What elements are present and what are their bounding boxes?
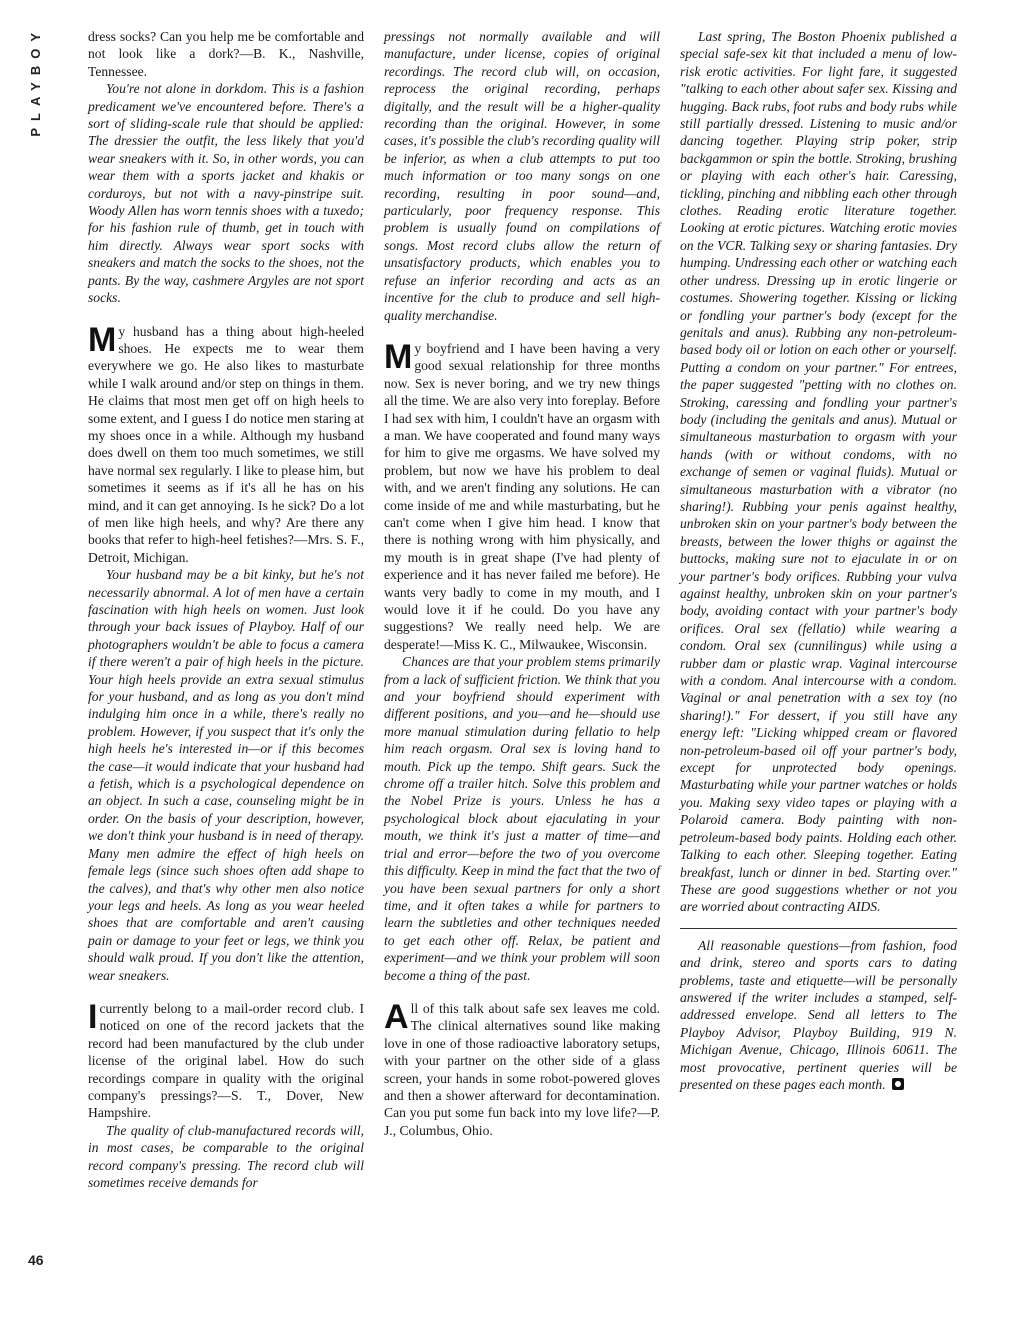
answer-text: You're not alone in dorkdom. This is a fashion predicament we've encountered before. There's a sort of sliding-scale rule that should be applied: The dressier the outfit, the less likely that you'd wear sneakers with it. So, in other words, you can wear them with a sports jacket and khakis or corduroys, but not with a navy-pinstripe suit. Woody Allen has worn tennis shoes with a tuxedo; for his fashion rule of thumb, get in touch with him directly. Always wear sport socks with sneakers and match the socks to the shoes, not the pants. By the way, cashmere Argyles are not sport socks. — [88, 81, 364, 306]
question-paragraph — [88, 997, 364, 1122]
drop-cap: A — [384, 997, 409, 1036]
question-text: currently belong to a mail-order record club. I noticed on one of the record jackets that the record had been manufactured by the club under license of the original label. How do such recordings compare in quality with the original company's pressings?—S. T., Dover, New Hampshire. — [88, 1000, 364, 1121]
answer-text: The quality of club-manufactured records will, in most cases, be comparable to the original record company's pressing. The record club will sometimes receive demands for — [88, 1122, 364, 1190]
question-text: y husband has a thing about high-heeled shoes. He expects me to wear them everywhere we go. He also likes to masturbate while I walk around and/or step on things in them. He claims that most men get off on high heels to some extent, and I guess I do notice men staring at my shoes once in a while. Although my husband does dwell on them too much sometimes, we still have normal sex regularly. I like to please him, but sometimes it seems as if it's all he has on his mind, and it can get annoying. Is he sick? Do a lot of men like high heels, and why? Are there any books that refer to high-heel fetishes?—Mrs. S. F., Detroit, Michigan. — [88, 323, 364, 565]
drop-cap: M — [88, 320, 117, 359]
magazine-brand: PLAYBOY — [28, 26, 43, 137]
answer-text: pressings not normally available and will manufacture, under license, copies of original recordings. The record club will, on occasion, reprocess the original recording, perhaps digitally, and the result will be a higher-quality recording than the original. However, in some cases, it's possible the club's recording quality will be inferior, as when a club attempts to put too much information or too many songs on one recording, resulting in poor sound—and, particularly, poor frequency response. This problem is usually found on compilations of songs. Most record clubs allow the return of unsatisfactory products, which enables you to refuse an inferior recording and acts as an incentive for the club to produce and sell high-quality merchandise. — [384, 29, 660, 323]
drop-cap: M — [384, 337, 413, 376]
question-paragraph — [384, 997, 660, 1139]
answer-text: Your husband may be a bit kinky, but he's not necessarily abnormal. A lot of men have a certain fascination with high heels on women. Just look through your back issues of Playboy. Half of our photographers wouldn't be able to focus a camera if there weren't a pair of high heels in the picture. Your high heels provide an extra sexual stimulus for your husband, and as long as you don't mind indulging him once in a while, there's really no problem. However, if you suspect that it's only the high heels he's interested in—or if this becomes the case—it would indicate that your husband had a fetish, which is a psychological dependence on an object. In such a case, counseling might be in order. On the basis of your description, however, we don't think your husband is in need of therapy. Many men admire the effect of high heels on female legs (since such shoes often add shape to the calves), and that's why other men also notice your legs and heels. As long as you wear heeled shoes that are comfortable and aren't causing pain or damage to your feet or legs, we think you should walk proud. If you don't like the attention, wear sneakers. — [88, 567, 364, 983]
question-text: y boyfriend and I have been having a very good sexual relationship for three months now. Sex is never boring, and we try new things all the time. We are also very into foreplay. Before I had sex with him, I couldn't have an orgasm with a man. We have cooperated and found many ways for him to give me orgasms. We have solved my problem, but now we have his problem to deal with, and we aren't finding any solutions. He can come inside of me and while masturbating, but he can't come when I give him head. I know that there is nothing wrong with him physically, and my mouth is in great shape (I've had plenty of experience and it has never failed me before). He wants very badly to come in my mouth, and I would love it if he could. Do you have any suggestions? We really need help. We are desperate!—Miss K. C., Milwaukee, Wisconsin. — [384, 340, 660, 652]
question-paragraph — [384, 337, 660, 653]
drop-cap: I — [88, 997, 98, 1036]
divider — [680, 928, 957, 929]
answer-text: Last spring, The Boston Phoenix published a special safe-sex kit that included a menu of low-risk erotic activities. For light fare, it suggested "talking to each other about safer sex. Kissing and hugging. Back rubs, foot rubs and body rubs while still partially dressed. Listening to music and/or dancing together. Playing strip poker, strip backgammon or spin the bottle. Stroking, brushing or playing with each other's hair. Caressing, tickling, pinching and nibbling each other through clothes. Reading erotic literature together. Looking at erotic pictures. Watching erotic movies on the VCR. Talking sexy or sharing fantasies. Dry humping. Undressing each other or watching each other undress. Dressing up in erotic lingerie or costumes. Showering together. Kissing or licking or fondling your partner's body (except for the genitals and anus). Rubbing any non-petroleum-based body oil or lotion on each other or yourself. Putting a condom on your partner." For entrees, the paper suggested "petting with no clothes on. Stroking, caressing and fondling your partner's body (including the genitals and anus). Mutual or simultaneous masturbation to orgasm with your hands (with or without condoms, with no exchange of semen or vaginal fluids). Mutual or simultaneous masturbation with a vibrator (no sharing!). Rubbing your penis against healthy, unbroken skin on your partner's body between the breasts, between the lower thighs or against the buttocks, making sure not to ejaculate in or on your partner's body orifices. Rubbing your vulva against healthy, unbroken skin on your partner's body, avoiding contact with your partner's body orifices. Oral sex (fellatio) while wearing a condom. Oral sex (cunnilingus) while using a rubber dam or plastic wrap. Vaginal intercourse with a condom. Anal intercourse with a condom. Vaginal or anal penetration with a sex toy (no sharing!)." For dessert, if you still have any energy left: "Licking whipped cream or flavored non-petroleum-based oil off your partner's body, except for unprotected body openings. Masturbating while your partner watches or holds you. Making sexy video tapes or playing with a Polaroid camera. Body painting with non-petroleum-based body paints. Holding each other. Talking to each other. Sleeping together. Eating breakfast, lunch or dinner in bed. Starting over." These are good suggestions whether or not you are worried about contracting AIDS. — [680, 29, 957, 915]
closing-note — [680, 937, 957, 1094]
column-3 — [680, 28, 957, 1093]
column-2 — [384, 28, 660, 1139]
answer-text: Chances are that your problem stems primarily from a lack of sufficient friction. We think that you and your boyfriend should experiment with different positions, and you—and he—should use more manual stimulation during fellatio to help him reach orgasm. Oral sex is loving hand to mouth. Pick up the tempo. Shift gears. Suck the chrome off a trailer hitch. Solve this problem and the Nobel Prize is yours. Unless he has a psychological block about ejaculating in your mouth, we think it's just a matter of time—and trial and error—before the two of you overcome this difficulty. Keep in mind the fact that the two of you have been sexual partners for only a short time, and it often takes a while for partners to learn the subtleties and other techniques needed to get each other off. Relax, be patient and experiment—and we think your problem will soon become a thing of the past. — [384, 654, 660, 983]
column-1 — [88, 28, 364, 1191]
page-number: 46 — [28, 1252, 44, 1268]
rabbit-logo-icon — [892, 1078, 904, 1090]
question-paragraph — [88, 320, 364, 567]
question-text: ll of this talk about safe sex leaves me cold. The clinical alternatives sound like making love in one of those radioactive laboratory setups, with your partner on the other side of a glass screen, your hands in some robot-powered gloves and then a shower afterward for decontamination. Can you put some fun back into my love life?—P. J., Columbus, Ohio. — [384, 1000, 660, 1138]
closing-text: All reasonable questions—from fashion, food and drink, stereo and sports cars to dating problems, taste and etiquette—will be personally answered if the writer includes a stamped, self-addressed envelope. Send all letters to The Playboy Advisor, Playboy Building, 919 N. Michigan Avenue, Chicago, Illinois 60611. The most provocative, pertinent queries will be presented on these pages each month. — [680, 937, 957, 1092]
question-text: dress socks? Can you help me be comfortable and not look like a dork?—B. K., Nashville, Tennessee. — [88, 29, 364, 79]
